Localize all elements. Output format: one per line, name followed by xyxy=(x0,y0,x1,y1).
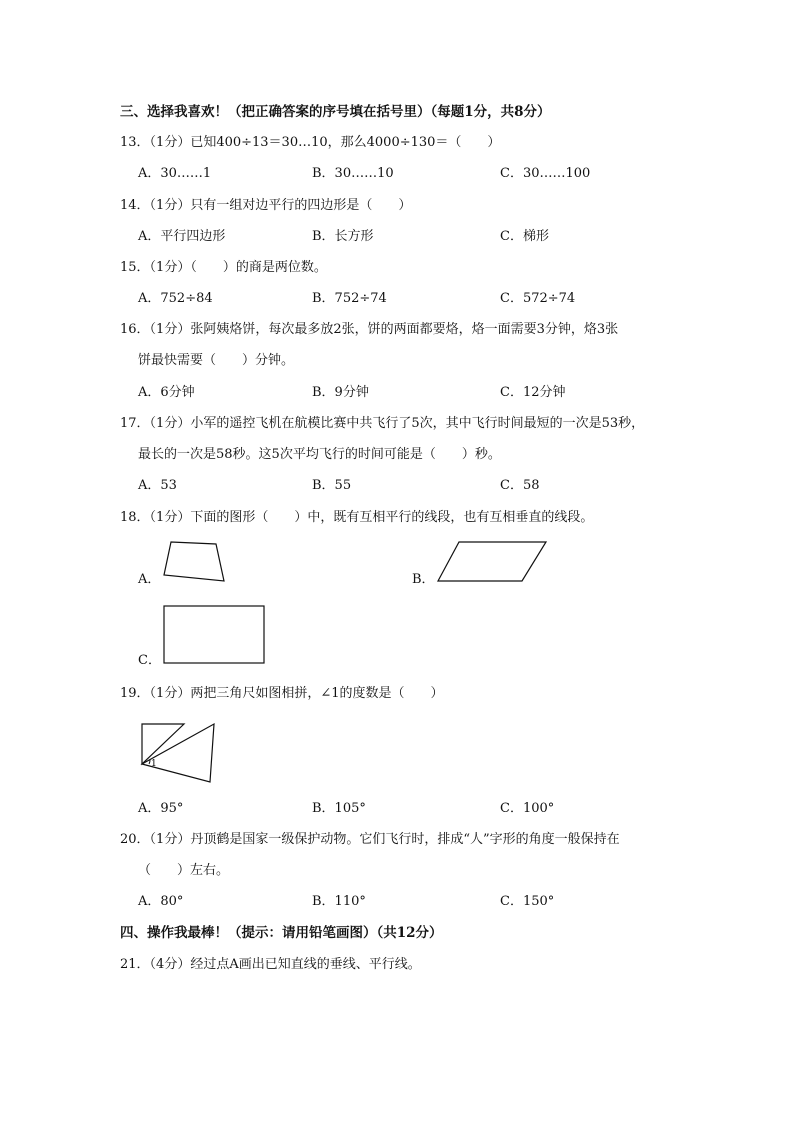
question-17: 17．（1分）小军的遥控飞机在航模比赛中共飞行了5次，其中飞行时间最短的一次是53秒， xyxy=(120,416,645,431)
q19-option-b[interactable]: B．105° xyxy=(312,801,366,816)
q15-option-a[interactable]: A．752÷84 xyxy=(138,291,213,306)
q17-option-c[interactable]: C．58 xyxy=(500,478,540,493)
question-17-line2: 最长的一次是58秒。这5次平均飞行的时间可能是（ ）秒。 xyxy=(138,447,501,462)
q14-option-c[interactable]: C．梯形 xyxy=(500,229,549,244)
section-title: 三、选择我喜欢！（把正确答案的序号填在括号里）（每题1分，共8分） xyxy=(120,104,551,120)
question-14: 14．（1分）只有一组对边平行的四边形是（ ） xyxy=(120,198,412,213)
question-13: 13．（1分）已知400÷13＝30…10，那么4000÷130＝（ ） xyxy=(120,135,501,150)
q13-option-b[interactable]: B．30……10 xyxy=(312,166,394,181)
q19-triangle-rulers-figure xyxy=(136,716,220,788)
q13-option-c[interactable]: C．30……100 xyxy=(500,166,591,181)
q18-option-b[interactable]: B． xyxy=(412,572,435,587)
question-20-line2: （ ）左右。 xyxy=(138,863,230,878)
q16-option-a[interactable]: A．6分钟 xyxy=(138,385,195,400)
question-16-line2: 饼最快需要（ ）分钟。 xyxy=(138,353,295,368)
q15-option-b[interactable]: B．752÷74 xyxy=(312,291,387,306)
q18-figure-c-rectangle xyxy=(160,603,268,667)
q15-option-c[interactable]: C．572÷74 xyxy=(500,291,576,306)
question-19: 19．（1分）两把三角尺如图相拼，∠1的度数是（ ） xyxy=(120,686,444,701)
q13-option-a[interactable]: A．30……1 xyxy=(138,166,212,181)
q16-option-b[interactable]: B．9分钟 xyxy=(312,385,369,400)
q18-figure-a-trapezoid xyxy=(160,538,230,584)
question-15: 15．（1分）（ ）的商是两位数。 xyxy=(120,260,327,275)
q14-option-a[interactable]: A．平行四边形 xyxy=(138,229,226,244)
q16-option-c[interactable]: C．12分钟 xyxy=(500,385,566,400)
question-16: 16．（1分）张阿姨烙饼，每次最多放2张，饼的两面都要烙，烙一面需要3分钟，烙3张 xyxy=(120,322,619,337)
q18-option-a[interactable]: A． xyxy=(138,572,161,587)
question-21: 21．（4分）经过点A画出已知直线的垂线、平行线。 xyxy=(120,957,421,972)
q18-option-c[interactable]: C． xyxy=(138,653,161,668)
q18-figure-b-parallelogram xyxy=(434,538,550,584)
question-18: 18．（1分）下面的图形（ ）中，既有互相平行的线段，也有互相垂直的线段。 xyxy=(120,510,594,525)
q20-option-c[interactable]: C．150° xyxy=(500,894,555,909)
section-title-4: 四、操作我最棒！（提示：请用铅笔画图）（共12分） xyxy=(120,925,443,941)
angle-1-label: 1 xyxy=(151,759,157,769)
q14-option-b[interactable]: B．长方形 xyxy=(312,229,374,244)
question-20: 20．（1分）丹顶鹤是国家一级保护动物。它们飞行时，排成“人”字形的角度一般保持在 xyxy=(120,832,620,847)
q17-option-a[interactable]: A．53 xyxy=(138,478,177,493)
q20-option-a[interactable]: A．80° xyxy=(138,894,184,909)
q20-option-b[interactable]: B．110° xyxy=(312,894,366,909)
q17-option-b[interactable]: B．55 xyxy=(312,478,352,493)
q19-option-a[interactable]: A．95° xyxy=(138,801,184,816)
q19-option-c[interactable]: C．100° xyxy=(500,801,555,816)
